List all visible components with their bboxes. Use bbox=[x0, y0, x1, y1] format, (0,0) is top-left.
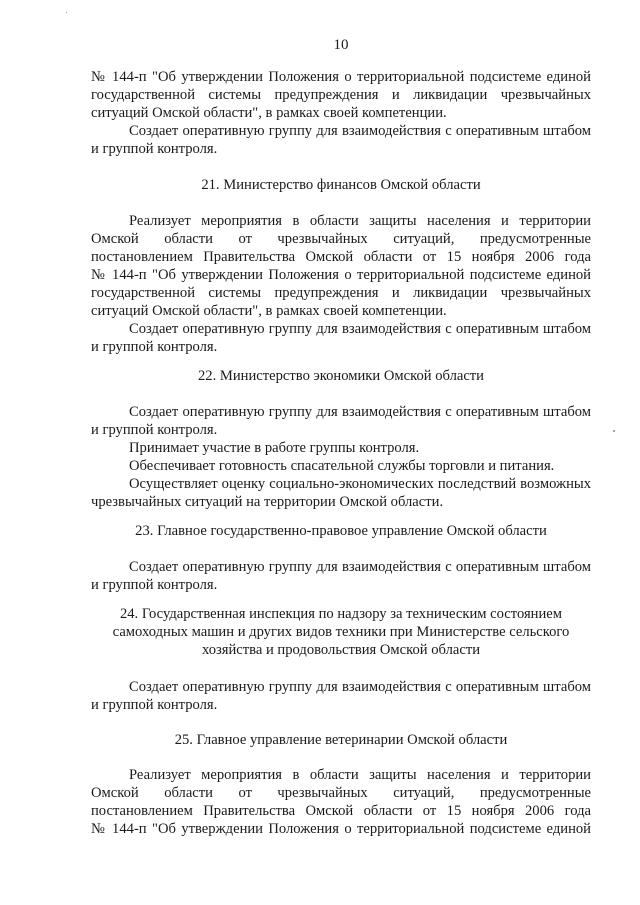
section-25-paragraph-1 bbox=[91, 766, 591, 838]
text-line: постановлением Правительства Омской области от 15 ноября 2006 года bbox=[91, 249, 591, 265]
section-heading: 25. Главное управление ветеринарии Омской области bbox=[174, 732, 508, 748]
section-21-title bbox=[91, 176, 591, 194]
section-21-paragraph-2 bbox=[91, 320, 591, 356]
section-23-title bbox=[91, 522, 591, 540]
text-line: Омской области от чрезвычайных ситуаций, предусмотренные bbox=[91, 785, 591, 801]
text-line: государственной системы предупреждения и ликвидации чрезвычайных bbox=[91, 87, 591, 103]
continuation-paragraph-2 bbox=[91, 122, 591, 158]
text-line: государственной системы предупреждения и ликвидации чрезвычайных bbox=[91, 285, 591, 301]
section-22-title bbox=[91, 367, 591, 385]
section-heading: 21. Министерство финансов Омской области bbox=[201, 177, 481, 193]
scan-speck bbox=[66, 12, 67, 13]
section-heading: 22. Министерство экономики Омской области bbox=[198, 368, 484, 384]
section-23-body bbox=[91, 558, 591, 594]
section-heading-line: самоходных машин и других видов техники при Министерстве сельского bbox=[112, 624, 570, 640]
text-line: № 144-п "Об утверждении Положения о территориальной подсистеме единой bbox=[91, 821, 591, 837]
paragraph: Принимает участие в работе группы контроля. bbox=[129, 440, 420, 456]
text-line: № 144-п "Об утверждении Положения о территориальной подсистеме единой bbox=[91, 69, 591, 85]
scan-speck bbox=[613, 430, 615, 432]
paragraph: Осуществляет оценку социально-экономических последствий возможных чрезвычайных ситуаций на территории Омской области. bbox=[91, 476, 591, 510]
text-line: Реализует мероприятия в области защиты населения и территории bbox=[129, 767, 591, 783]
paragraph: Создает оперативную группу для взаимодействия с оперативным штабом и группой контроля. bbox=[91, 321, 591, 355]
section-21-paragraph-1 bbox=[91, 212, 591, 320]
paragraph: Создает оперативную группу для взаимодействия с оперативным штабом и группой контроля. bbox=[91, 404, 591, 438]
page-number: 10 bbox=[333, 37, 349, 53]
section-24-body bbox=[91, 678, 591, 714]
section-24-title bbox=[91, 605, 591, 659]
text-line: постановлением Правительства Омской области от 15 ноября 2006 года bbox=[91, 803, 591, 819]
continuation-paragraph bbox=[91, 68, 591, 122]
section-22-body bbox=[91, 403, 591, 511]
text-line: № 144-п "Об утверждении Положения о территориальной подсистеме единой bbox=[91, 267, 591, 283]
section-heading-line: 24. Государственная инспекция по надзору за техническим состоянием bbox=[119, 606, 563, 622]
paragraph: Обеспечивает готовность спасательной службы торговли и питания. bbox=[129, 458, 555, 474]
text-line: ситуаций Омской области", в рамках своей компетенции. bbox=[91, 303, 447, 319]
section-heading-line: хозяйства и продовольствия Омской области bbox=[201, 642, 481, 658]
text-line: Реализует мероприятия в области защиты населения и территории bbox=[129, 213, 591, 229]
text-line: Омской области от чрезвычайных ситуаций, предусмотренные bbox=[91, 231, 591, 247]
section-heading: 23. Главное государственно-правовое управление Омской области bbox=[135, 523, 547, 539]
paragraph: Создает оперативную группу для взаимодействия с оперативным штабом и группой контроля. bbox=[91, 123, 591, 157]
section-25-title bbox=[91, 731, 591, 749]
paragraph: Создает оперативную группу для взаимодействия с оперативным штабом и группой контроля. bbox=[91, 679, 591, 713]
paragraph: Создает оперативную группу для взаимодействия с оперативным штабом и группой контроля. bbox=[91, 559, 591, 593]
text-line: ситуаций Омской области", в рамках своей компетенции. bbox=[91, 105, 447, 121]
